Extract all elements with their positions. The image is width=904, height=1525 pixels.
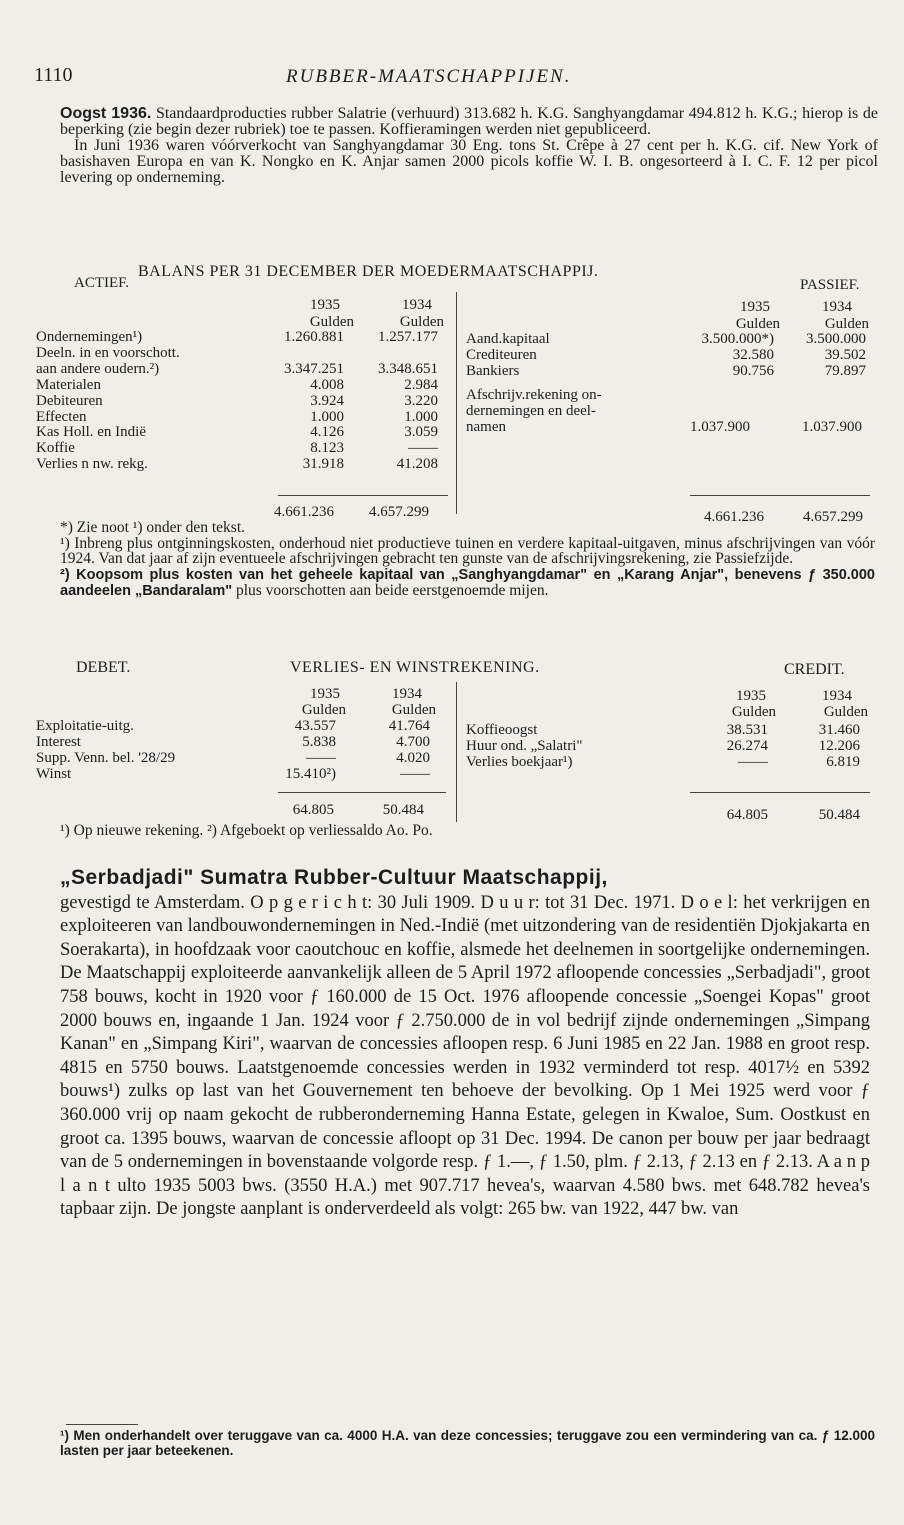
debet-total-rule (278, 792, 446, 793)
profit-loss-note: ¹) Op nieuwe rekening. ²) Afgeboekt op verliessaldo Ao. Po. (60, 822, 433, 839)
actief-row-1935: 1.000 (310, 408, 344, 425)
passief-row-1934: 3.500.000 (806, 331, 866, 347)
profit-loss-title: VERLIES- EN WINSTREKENING. (290, 659, 540, 676)
passief-total-1934: 4.657.299 (803, 509, 863, 525)
debet-currency-1935: Gulden (301, 702, 346, 718)
company-name: „Serbadjadi" Sumatra Rubber-Cultuur Maatschappij, (60, 866, 608, 889)
credit-currency-1935: Gulden (731, 704, 776, 720)
footnote (60, 1428, 875, 1458)
company-section (60, 866, 870, 1222)
profit-loss-divider (456, 682, 457, 822)
credit-total-rule (690, 792, 870, 793)
note-2-bold: ²) Koopsom plus kosten van het geheele kapitaal van „Sanghyangdamar" en „Karang Anjar", benevens ƒ 350.000 aandeelen „Bandaralam" (60, 566, 875, 600)
credit-total-1935: 64.805 (726, 807, 768, 823)
actief-row-1935: 4.126 (310, 424, 344, 441)
actief-year-1935: 1935 (310, 297, 340, 313)
credit-row-1934: 31.460 (818, 722, 860, 738)
passief-row-1935: 32.580 (732, 346, 774, 363)
footnote-text: ¹) Men onderhandelt over teruggave van ca. 4000 H.A. van deze concessies; teruggave zou een vermindering van ca. ƒ 12.000 lasten per jaar beteekenen. (60, 1428, 875, 1458)
actief-row-label: Kas Holl. en Indië (36, 424, 146, 441)
actief-row-1934: —— (408, 440, 438, 457)
credit-year-1934: 1934 (822, 688, 852, 704)
passief-currency-1934: Gulden (824, 316, 869, 332)
actief-total-1935: 4.661.236 (274, 504, 334, 520)
actief-row-label: aan andere oudern.²) (36, 360, 160, 377)
actief-row-1935: 1.260.881 (284, 329, 344, 345)
credit-row-label: Verlies boekjaar¹) (466, 754, 573, 770)
actief-row-label: Materialen (36, 376, 101, 393)
passief-row-1934: 1.037.900 (802, 419, 862, 435)
actief-row-1935: 3.924 (310, 392, 344, 409)
debet-row-1934: 4.700 (396, 734, 430, 750)
passief-row-label: Aand.kapitaal (466, 331, 550, 347)
credit-row-label: Huur ond. „Salatri" (466, 738, 583, 754)
page-number: 1110 (34, 64, 73, 86)
actief-heading: ACTIEF. (74, 275, 130, 291)
actief-row-1934: 41.208 (396, 456, 438, 473)
debet-row-1935: —— (306, 750, 336, 766)
passief-row-1935: 90.756 (732, 362, 774, 379)
debet-year-1935: 1935 (310, 686, 340, 702)
note-star: *) Zie noot ¹) onder den tekst. (60, 519, 246, 536)
passief-row-label: Afschrijv.rekening on- (466, 387, 602, 403)
debet-row-1934: —— (400, 766, 430, 782)
debet-row-label: Exploitatie-uitg. (36, 718, 134, 734)
note-1: ¹) Inbreng plus ontginningskosten, onderhoud niet productieve tuinen en verdere kapitaal-uitgaven, minus afschrijvingen van vóór 1924. Van dat jaar af zijn eventueele afschrijvingen gebracht ten gunste van de afschrijvingsrekening, zie Passiefzijde. (60, 534, 875, 568)
passief-row-label: Crediteuren (466, 346, 537, 363)
credit-row-1935: 26.274 (726, 738, 768, 754)
debet-heading: DEBET. (76, 659, 131, 676)
passief-row-label: namen (466, 419, 506, 435)
credit-row-1934: 6.819 (826, 754, 860, 770)
debet-total-1934: 50.484 (382, 802, 424, 818)
actief-currency-1934: Gulden (399, 314, 444, 330)
passief-row-1934: 79.897 (824, 362, 866, 379)
debet-row-1934: 41.764 (388, 718, 430, 734)
debet-row-label: Supp. Venn. bel. '28/29 (36, 750, 176, 766)
credit-total-1934: 50.484 (818, 807, 860, 823)
passief-currency-1935: Gulden (735, 316, 780, 332)
passief-row-1934: 39.502 (824, 346, 866, 363)
intro-paragraph: In Juni 1936 waren vóórverkocht van Sanghyangdamar 30 Eng. tons St. Crêpe à 27 cent per h. K.G. cif. New York of basishaven Europa en van K. Nongko en K. Anjar samen 2000 picols koffie W. I. B. ongesorteerd à I. C. F. 12 per picol levering op onderneming. (60, 137, 878, 186)
actief-row-1935: 31.918 (302, 456, 344, 473)
credit-row-1935: —— (738, 754, 768, 770)
credit-year-1935: 1935 (736, 688, 766, 704)
actief-row-1934: 3.348.651 (378, 360, 438, 377)
actief-row-label: Ondernemingen¹) (36, 329, 143, 345)
actief-row-1934: 1.000 (404, 408, 438, 425)
passief-row-label: Bankiers (466, 362, 520, 379)
actief-row-1934: 3.220 (404, 392, 438, 409)
debet-row-1935: 43.557 (294, 718, 336, 734)
actief-row-label: Koffie (36, 440, 75, 457)
intro-lead: Oogst 1936. (60, 105, 152, 122)
running-title: RUBBER-MAATSCHAPPIJEN. (286, 66, 572, 87)
company-text: gevestigd te Amsterdam. O p g e r i c h t: 30 Juli 1909. D u u r: tot 31 Dec. 1971. D o e l: het verkrijgen en exploiteeren van landbouwondernemingen in Ned.-Indië (met uitzondering van de residentiën Djokjakarta en Soerakarta), in hoofdzaak voor caoutchouc en koffie, alsmede het deelnemen in soortgelijke ondernemingen. De Maatschappij exploiteerde aanvankelijk alleen de 5 April 1972 afloopende concessies „Serbadjadi", groot 758 bouws, kocht in 1920 voor ƒ 160.000 de 15 Oct. 1976 afloopende concessie „Soengei Kopas" groot 2000 bouws en, ingaande 1 Jan. 1924 voor ƒ 2.750.000 de in vol bedrijf zijnde ondernemingen „Simpang Kanan" en „Simpang Kiri", waarvan de concessies afloopen resp. 6 Juni 1985 en 22 Jan. 1988 en groot resp. 4815 en 5750 bouws. Laatstgenoemde concessies werden in 1932 verminderd tot resp. 4017½ en 5392 bouws¹) zulks op last van het Gouvernement ten behoeve der bevolking. Op 1 Mei 1925 werd voor ƒ 360.000 vrij op naam gekocht de rubberonderneming Hanna Estate, gelegen in Kwaloe, Sum. Oostkust en groot ca. 1395 bouws, waarvan de concessie afloopt op 31 Dec. 1994. De canon per bouw per jaar bedraagt van de 5 ondernemingen in bovenstaande volgorde resp. ƒ 1.—, ƒ 1.50, plm. ƒ 2.13, ƒ 2.13 en ƒ 2.13. A a n p l a n t ulto 1935 5003 bws. (3550 H.A.) met 907.717 hevea's, waarvan 4.580 bws. met 648.782 hevea's tapbaar zijn. De jongste aanplant is onderverdeeld als volgt: 265 bw. van 1922, 447 bw. van (60, 892, 870, 1220)
credit-currency-1934: Gulden (823, 704, 868, 720)
debet-row-1935: 15.410²) (285, 766, 336, 782)
actief-row-1935: 3.347.251 (284, 360, 344, 377)
passief-row-1935: 3.500.000*) (701, 331, 774, 347)
actief-row-label: Verlies n nw. rekg. (36, 456, 148, 473)
credit-heading: CREDIT. (784, 661, 845, 678)
debet-row-1934: 4.020 (396, 750, 430, 766)
actief-row-1934: 3.059 (404, 424, 438, 441)
credit-row-label: Koffieoogst (466, 722, 538, 738)
actief-currency-1935: Gulden (309, 314, 354, 330)
balance-title: BALANS PER 31 DECEMBER DER MOEDERMAATSCHAPPIJ. (138, 263, 599, 280)
actief-row-label: Debiteuren (36, 392, 103, 409)
credit-row-1935: 38.531 (726, 722, 768, 738)
actief-total-1934: 4.657.299 (369, 504, 429, 520)
actief-row-1934: 1.257.177 (378, 329, 438, 345)
actief-row-1935: 4.008 (310, 376, 344, 393)
actief-row-label: Effecten (36, 408, 87, 425)
actief-row-1935: 8.123 (310, 440, 344, 457)
actief-row-label: Deeln. in en voorschott. (36, 344, 180, 361)
debet-year-1934: 1934 (392, 686, 422, 702)
passief-heading: PASSIEF. (800, 277, 860, 293)
debet-row-1935: 5.838 (302, 734, 336, 750)
credit-row-1934: 12.206 (818, 738, 860, 754)
debet-row-label: Interest (36, 734, 81, 750)
actief-row-1934: 2.984 (404, 376, 438, 393)
debet-currency-1934: Gulden (391, 702, 436, 718)
actief-year-1934: 1934 (402, 297, 432, 313)
note-2-rest: plus voorschotten aan beide eerstgenoemde mijen. (232, 582, 549, 600)
passief-row-label: dernemingen en deel- (466, 403, 596, 419)
passief-row-1935: 1.037.900 (690, 419, 750, 435)
passief-year-1935: 1935 (740, 299, 770, 315)
passief-year-1934: 1934 (822, 299, 852, 315)
debet-total-1935: 64.805 (292, 802, 334, 818)
footnote-rule (66, 1424, 138, 1425)
debet-row-label: Winst (36, 766, 72, 782)
intro-lead-text: Standaardproducties rubber Salatrie (verhuurd) 313.682 h. K.G. Sanghyangdamar 494.812 h. K.G.; hierop is de beperking (zie begin dezer rubriek) toe te passen. Koffieramingen werden niet gepubliceerd. (60, 105, 879, 138)
passief-total-1935: 4.661.236 (704, 509, 764, 525)
